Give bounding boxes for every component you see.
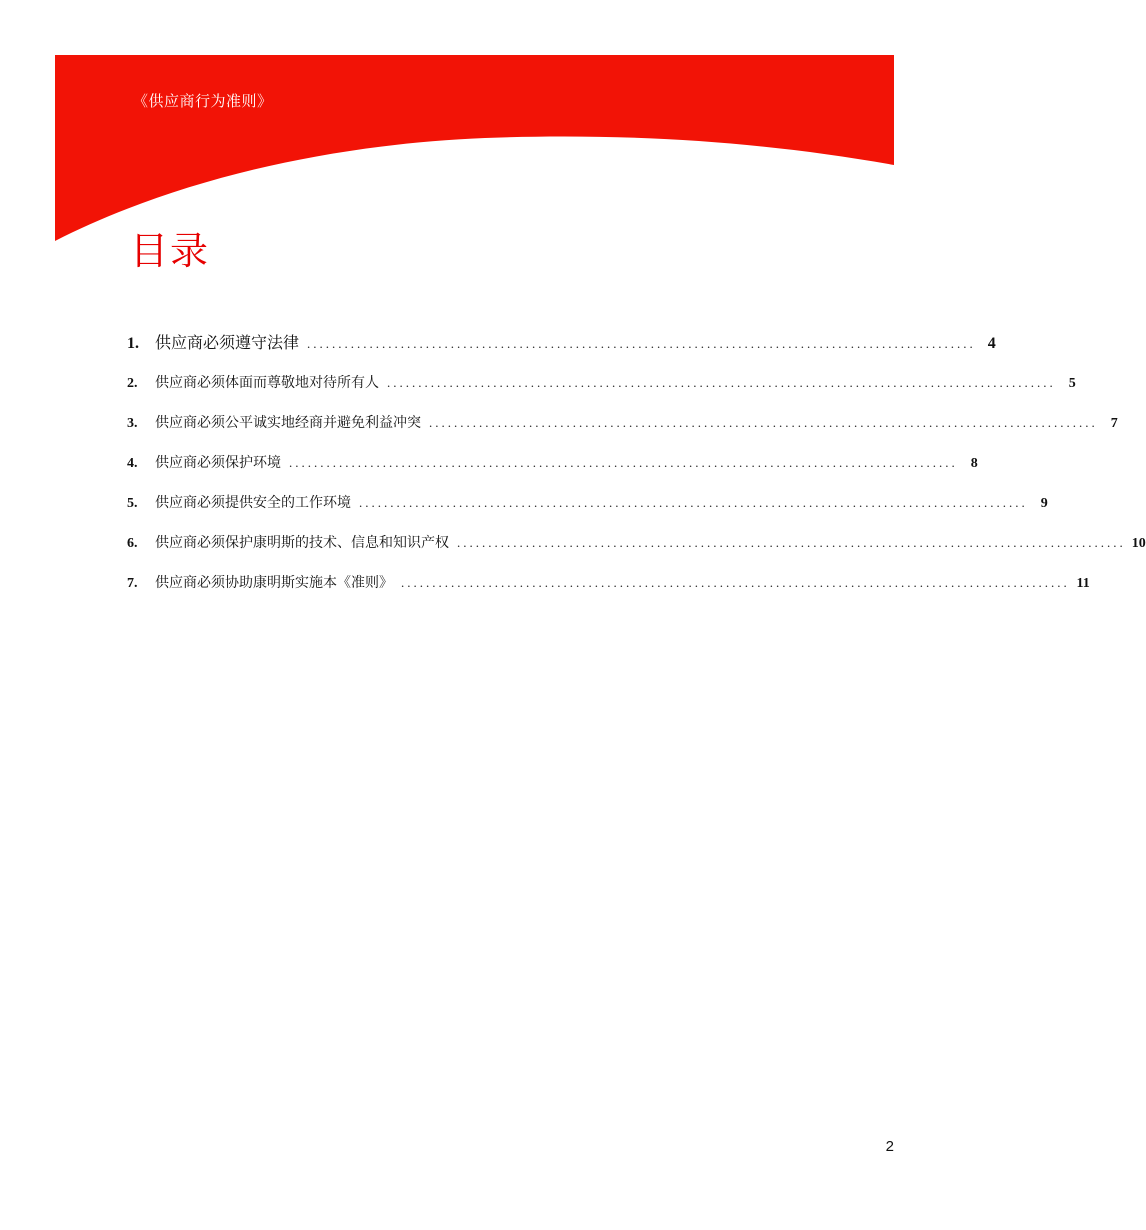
toc-entry[interactable] <box>127 492 1048 532</box>
toc-entry-title: 供应商必须提供安全的工作环境 <box>155 495 351 511</box>
toc-entry-page: 10 <box>1131 536 1146 551</box>
toc-entry-page: 7 <box>1110 416 1118 431</box>
toc-leader-dots: ........................................................................................................... <box>359 495 1028 510</box>
toc-entry-page: 8 <box>970 456 978 471</box>
toc-leader-dots: ........................................................................................................... <box>289 455 958 470</box>
toc-entry-title: 供应商必须保护环境 <box>155 455 281 471</box>
toc-entry-title: 供应商必须保护康明斯的技术、信息和知识产权 <box>155 535 449 551</box>
toc-entry[interactable] <box>127 452 978 492</box>
toc-entry-number: 3. <box>127 416 138 431</box>
toc-entry-number: 6. <box>127 536 138 551</box>
toc-entry[interactable] <box>127 330 996 372</box>
red-swoosh-graphic <box>55 55 894 245</box>
header-banner <box>55 55 894 245</box>
toc-entry-title: 供应商必须体面而尊敬地对待所有人 <box>155 375 379 391</box>
toc-entry-number: 1. <box>127 335 139 352</box>
toc-entry-page: 5 <box>1068 376 1076 391</box>
toc-entry-page: 11 <box>1076 576 1090 591</box>
toc-entry-title: 供应商必须公平诚实地经商并避免利益冲突 <box>155 415 421 431</box>
toc-entry-number: 7. <box>127 576 138 591</box>
toc-entry-title: 供应商必须协助康明斯实施本《准则》 <box>155 575 393 591</box>
toc-entry-number: 5. <box>127 496 138 511</box>
toc-leader-dots: ........................................................................................................... <box>401 575 1070 590</box>
toc-entry-page: 9 <box>1040 496 1048 511</box>
table-of-contents <box>127 330 1146 612</box>
toc-entry[interactable] <box>127 532 1146 572</box>
toc-leader-dots: ........................................................................................................... <box>457 535 1126 550</box>
toc-leader-dots: ........................................................................................................... <box>307 336 976 351</box>
toc-entry-number: 4. <box>127 456 138 471</box>
toc-entry-number: 2. <box>127 376 138 391</box>
toc-heading: 目录 <box>130 229 211 273</box>
document-title: 《供应商行为准则》 <box>133 92 273 110</box>
toc-entry[interactable] <box>127 572 1090 612</box>
toc-entry-title: 供应商必须遵守法律 <box>155 333 300 352</box>
toc-leader-dots: ........................................................................................................... <box>387 375 1056 390</box>
toc-entry[interactable] <box>127 372 1076 412</box>
toc-entry[interactable] <box>127 412 1118 452</box>
page-number: 2 <box>885 1138 894 1155</box>
toc-leader-dots: ........................................................................................................... <box>429 415 1098 430</box>
toc-entry-page: 4 <box>987 335 996 352</box>
